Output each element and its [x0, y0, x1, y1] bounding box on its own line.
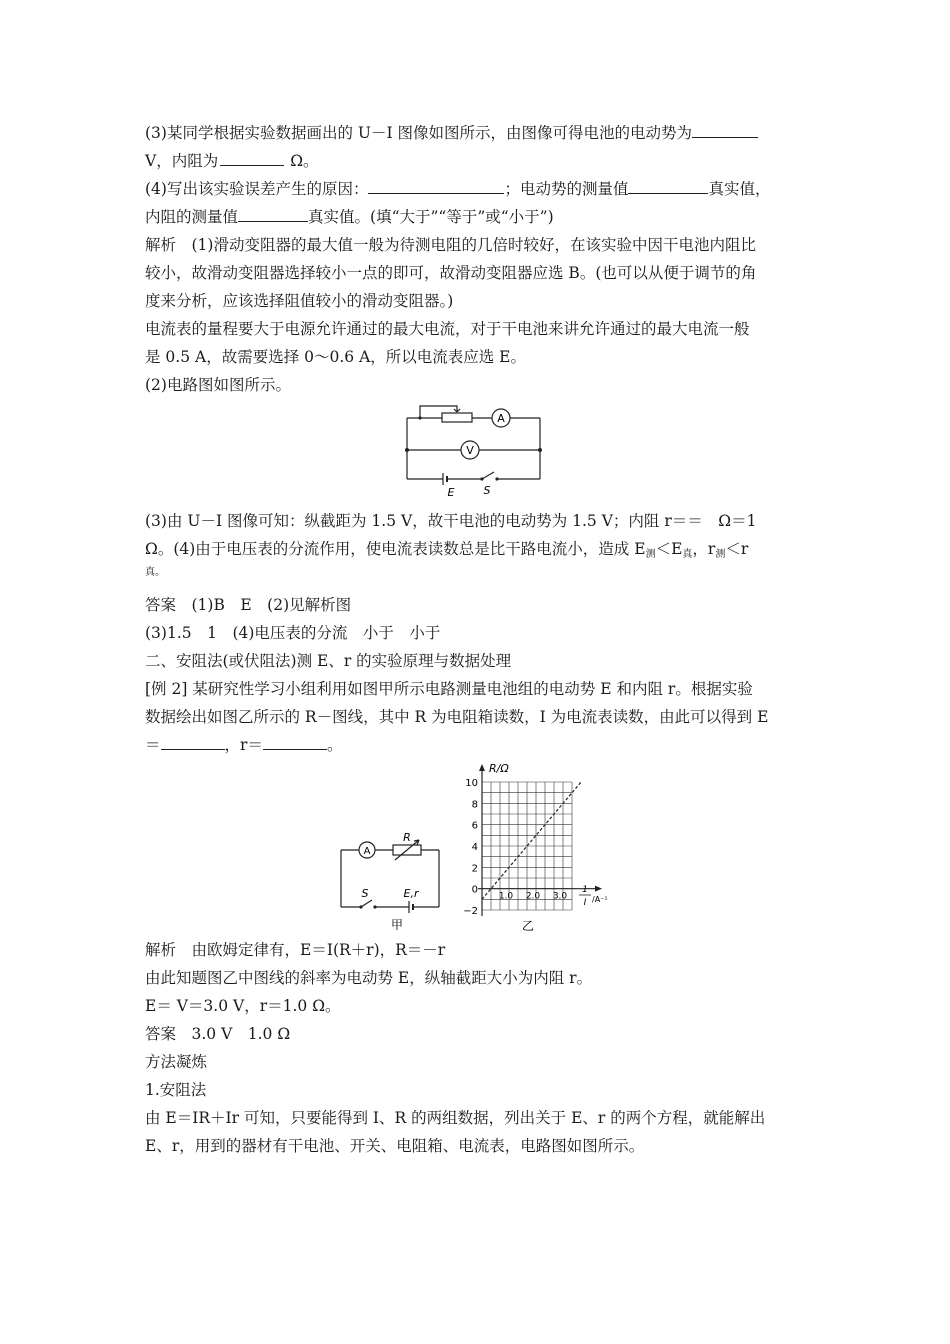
example2-line2: 数据绘出如图乙所示的 R－图线，其中 R 为电阻箱读数，I 为电流表读数，由此可以得到 E	[145, 708, 769, 726]
method-line1: 由 E＝IR＋Ir 可知，只要能得到 I、R 的两组数据，列出关于 E、r 的两个方程，就能解出	[145, 1109, 766, 1127]
y-tick-label: 6	[471, 820, 478, 832]
example2-blank-e	[161, 735, 225, 750]
analysis1b-p1: (3)由 U－I 图像可知：纵截距为 1.5 V，故干电池的电动势为 1.5 V；内阻 r＝＝ Ω＝1	[145, 512, 757, 530]
analysis1b-p2	[145, 539, 748, 565]
analysis1b-text-d: ＜r	[725, 540, 749, 558]
circuit-diagram-1	[400, 400, 550, 500]
q3-line2	[145, 151, 319, 171]
circuit-diagram-2	[335, 825, 445, 935]
y-tick-label: 8	[471, 799, 478, 811]
y-tick-label: 0	[471, 884, 478, 896]
chart-y-label: R/Ω	[489, 762, 509, 775]
example2-blank-r	[263, 735, 327, 750]
answer2-line1: 答案 3.0 V 1.0 Ω	[145, 1025, 291, 1043]
example2-line3	[145, 735, 342, 755]
q4-blank-r	[238, 207, 308, 222]
q4-blank-reason	[368, 179, 504, 194]
q3-line1	[145, 123, 758, 143]
rheostat-symbol	[442, 413, 472, 422]
q4-text-2b: 真实值。(填“大于”“等于”或“小于”)	[308, 208, 554, 226]
chart-caption: 乙	[521, 919, 535, 933]
method-line2: E、r，用到的器材有干电池、开关、电阻箱、电流表，电路图如图所示。	[145, 1137, 645, 1155]
analysis1b-sub-3: 测	[715, 549, 726, 560]
circuit1-battery-label: E	[447, 486, 455, 499]
q3-text-2a: V，内阻为	[145, 152, 219, 170]
q3-blank-emf	[692, 123, 758, 138]
x-tick-label: 3.0	[552, 891, 568, 902]
section2-title: 二、安阻法(或伏阻法)测 E、r 的实验原理与数据处理	[145, 652, 512, 670]
circuit1-ammeter-label: A	[497, 412, 505, 425]
q4-text-1c: 真实值，	[708, 180, 771, 198]
analysis1b-text-c: ，r	[692, 540, 716, 558]
x-axis-arrow	[595, 886, 602, 892]
q4-text-2a: 内阻的测量值	[145, 208, 239, 226]
x-tick-label: 2.0	[525, 891, 541, 902]
r-vs-inverse-i-chart	[455, 760, 625, 935]
chart-x-label-unit: /A⁻¹	[592, 895, 608, 904]
x-tick-label: 1.0	[498, 891, 514, 902]
y-axis-arrow	[479, 764, 485, 771]
chart-y-ticks	[463, 778, 478, 917]
circuit1-voltmeter-label: V	[466, 444, 474, 457]
example2-text-b: ，r＝	[224, 736, 263, 754]
method-title: 方法凝炼	[145, 1053, 208, 1071]
analysis1-p1: 解析 (1)滑动变阻器的最大值一般为待测电阻的几倍时较好，在该实验中因干电池内阻比	[145, 236, 756, 254]
chart-x-label-denominator: I	[583, 898, 587, 908]
q4-text-1b: ；电动势的测量值	[504, 180, 629, 198]
analysis1-p3: 度来分析，应该选择阻值较小的滑动变阻器。)	[145, 292, 454, 310]
switch-symbol-2	[361, 900, 372, 907]
q3-blank-r	[220, 151, 284, 166]
chart-x-label-numerator: 1	[582, 885, 588, 895]
analysis1-p4: 电流表的量程要大于电源允许通过的最大电流，对于干电池来讲允许通过的最大电流一般	[145, 320, 750, 338]
analysis1-p2: 较小，故滑动变阻器选择较小一点的即可，故滑动变阻器应选 B。(也可以从便于调节的角	[145, 264, 757, 282]
q4-line2	[145, 207, 554, 227]
chart-series-line	[482, 782, 581, 899]
analysis1-p6: (2)电路图如图所示。	[145, 376, 291, 394]
circuit2-ammeter-label: A	[363, 846, 371, 857]
y-tick-label: 10	[465, 778, 478, 789]
q4-line1	[145, 179, 771, 199]
analysis1b-sub-2: 真	[682, 549, 693, 560]
q3-text: (3)某同学根据实验数据画出的 U－I 图像如图所示，由图像可得电池的电动势为	[145, 124, 692, 142]
analysis1b-sub-1: 测	[645, 549, 656, 560]
y-tick-label: −2	[463, 906, 478, 917]
analysis1b-text-a: Ω。(4)由于电压表的分流作用，使电流表读数总是比干路电流小，造成 E	[145, 540, 646, 558]
circuit2-resistor-label: R	[403, 831, 411, 844]
circuit2-switch-label: S	[361, 887, 369, 900]
chart-x-ticks	[499, 892, 568, 902]
analysis1b-text-b: ＜E	[655, 540, 683, 558]
circuit2-caption: 甲	[390, 918, 404, 932]
q4-blank-emf	[628, 179, 708, 194]
analysis2-line1: 解析 由欧姆定律有，E＝I(R＋r)，R＝－r	[145, 941, 446, 959]
example2-line1: [例 2] 某研究性学习小组利用如图甲所示电路测量电池组的电动势 E 和内阻 r。根据实验	[145, 680, 753, 698]
example2-text-a: ＝	[145, 736, 161, 754]
answer1-line1: 答案 (1)B E (2)见解析图	[145, 596, 352, 614]
example2-text-c: 。	[326, 736, 343, 754]
circuit1-switch-label: S	[483, 484, 491, 497]
q3-text-2b: Ω。	[290, 152, 319, 170]
q4-text-1a: (4)写出该实验误差产生的原因：	[145, 180, 369, 198]
analysis1-p5: 是 0.5 A，故需要选择 0～0.6 A，所以电流表应选 E。	[145, 348, 527, 366]
analysis2-line2: 由此知题图乙中图线的斜率为电动势 E，纵轴截距大小为内阻 r。	[145, 969, 593, 987]
switch-symbol	[482, 472, 494, 479]
analysis1b-p3: 真。	[145, 567, 165, 578]
y-tick-label: 2	[471, 863, 478, 875]
answer1-line2: (3)1.5 1 (4)电压表的分流 小于 小于	[145, 624, 441, 642]
circuit2-battery-label: E,r	[403, 887, 419, 900]
method-subtitle-1: 1.安阻法	[145, 1081, 207, 1099]
analysis2-line3: E＝ V＝3.0 V，r＝1.0 Ω。	[145, 997, 341, 1015]
y-tick-label: 4	[471, 842, 478, 853]
